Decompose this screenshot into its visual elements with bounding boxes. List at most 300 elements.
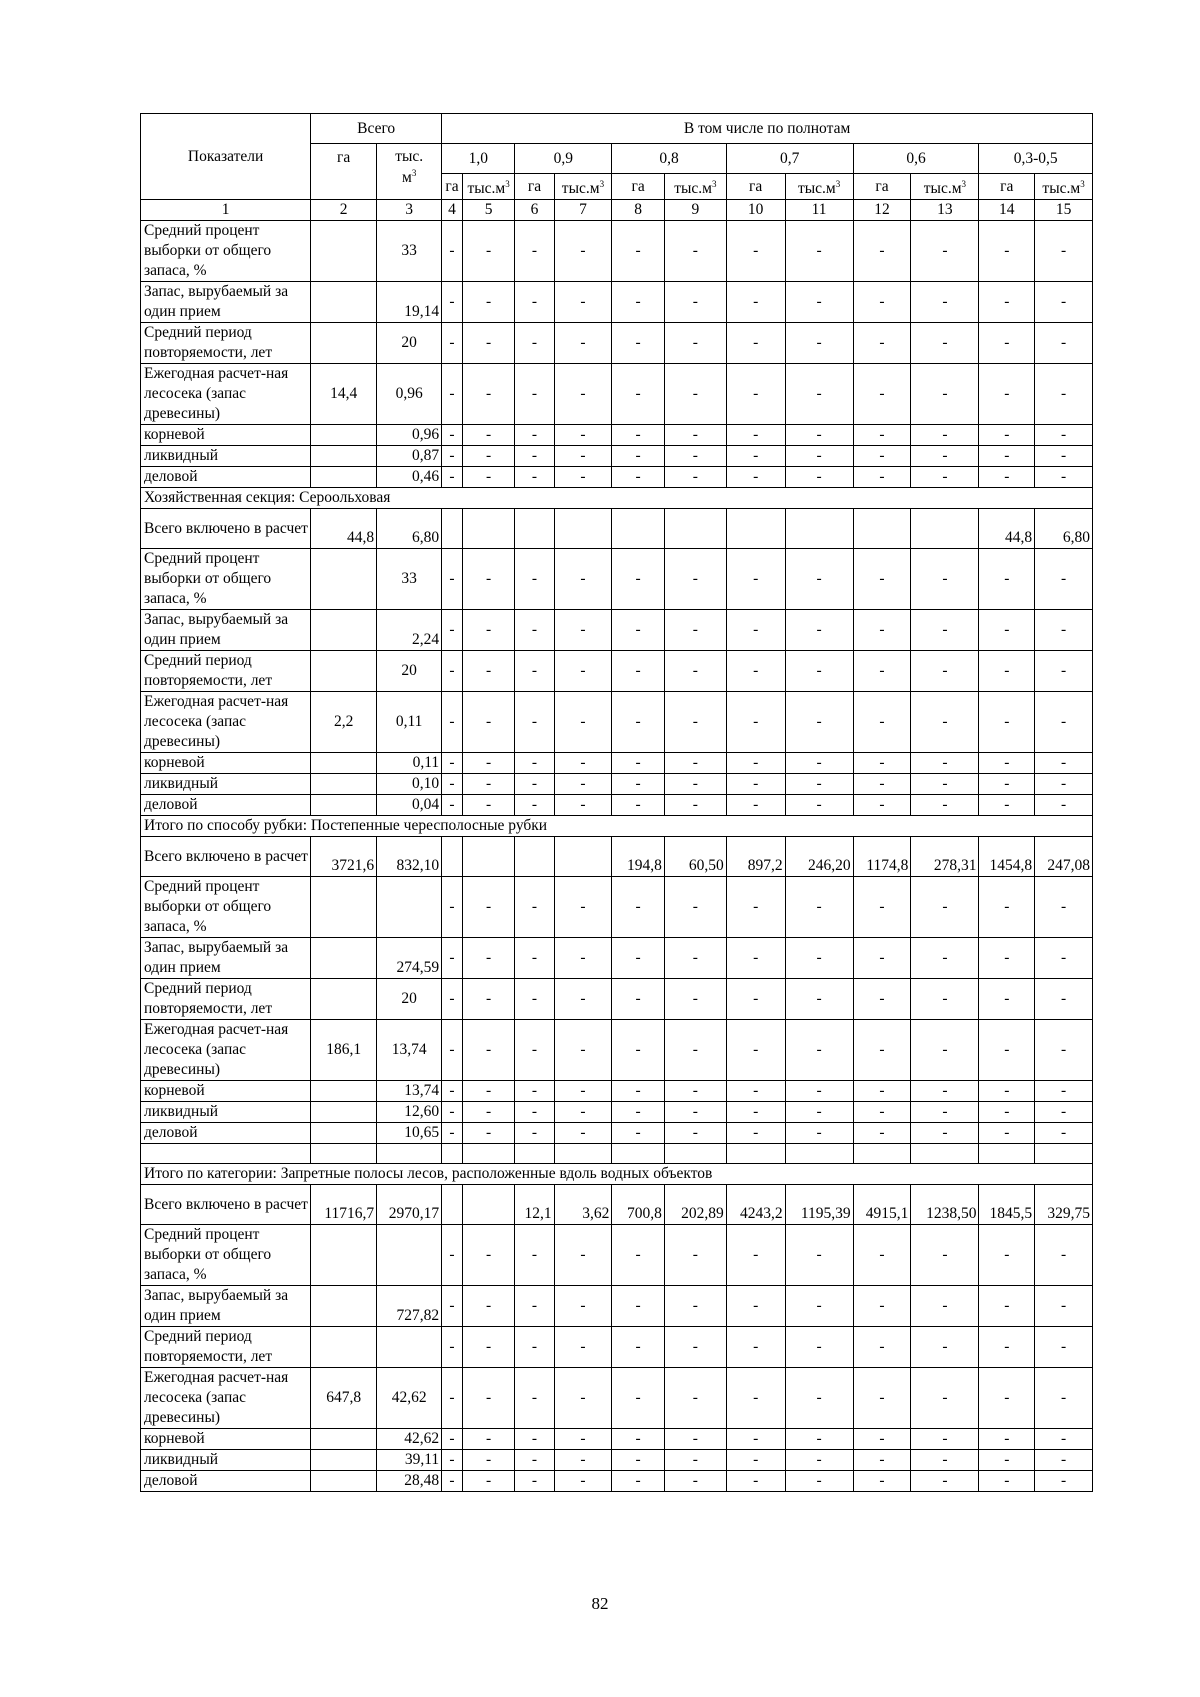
density-ha-cell: - <box>726 1225 785 1286</box>
density-ha-cell: - <box>853 425 911 446</box>
density-volume-cell: - <box>911 1368 979 1429</box>
density-volume-cell: - <box>554 753 612 774</box>
density-ha-cell: - <box>853 1450 911 1471</box>
total-ha-cell <box>311 1327 377 1368</box>
density-volume-cell: - <box>785 938 853 979</box>
empty-cell <box>911 1144 979 1164</box>
section-row <box>141 1164 1093 1185</box>
table-row <box>141 467 1093 488</box>
density-ha-cell: - <box>726 795 785 816</box>
density-ha-cell: - <box>726 774 785 795</box>
table-row <box>141 1020 1093 1081</box>
total-header: Всего <box>311 114 442 144</box>
total-ha-cell <box>311 651 377 692</box>
density-volume-cell: - <box>554 282 612 323</box>
density-ha-cell: - <box>726 282 785 323</box>
density-volume-cell: - <box>1035 446 1093 467</box>
density-volume-cell <box>664 509 726 549</box>
density-ha-cell: - <box>612 774 665 795</box>
indicator-label: ликвидный <box>141 446 311 467</box>
density-ha-cell: - <box>853 753 911 774</box>
density-volume-cell: 246,20 <box>785 837 853 877</box>
density-volume-cell: - <box>554 651 612 692</box>
column-number: 14 <box>979 200 1035 221</box>
total-volume-cell: 12,60 <box>377 1102 442 1123</box>
total-volume-cell: 42,62 <box>377 1429 442 1450</box>
density-ha-cell <box>442 837 463 877</box>
density-ha-cell: - <box>726 1020 785 1081</box>
unit-volume-header: $тыс.м^3$ <box>785 174 853 200</box>
density-volume-cell: - <box>785 446 853 467</box>
density-volume-cell: - <box>911 1286 979 1327</box>
density-ha-cell: - <box>979 1020 1035 1081</box>
indicator-label: ликвидный <box>141 774 311 795</box>
density-volume-cell: - <box>911 795 979 816</box>
density-ha-cell: - <box>726 446 785 467</box>
table-row <box>141 795 1093 816</box>
table-row <box>141 282 1093 323</box>
density-volume-cell: - <box>911 692 979 753</box>
density-ha-cell: - <box>612 467 665 488</box>
density-volume-cell: - <box>664 1081 726 1102</box>
density-volume-cell: - <box>785 1081 853 1102</box>
column-number: 7 <box>554 200 612 221</box>
total-ha-cell: 11716,7 <box>311 1185 377 1225</box>
density-ha-cell: - <box>853 1102 911 1123</box>
density-ha-cell: - <box>515 774 554 795</box>
density-volume-cell: - <box>911 1123 979 1144</box>
density-ha-cell: - <box>726 938 785 979</box>
density-ha-cell: - <box>726 1123 785 1144</box>
density-volume-cell: - <box>785 1450 853 1471</box>
total-ha-cell <box>311 467 377 488</box>
column-number: 11 <box>785 200 853 221</box>
density-ha-cell: - <box>442 1429 463 1450</box>
table-row <box>141 651 1093 692</box>
total-volume-cell: 832,10 <box>377 837 442 877</box>
density-ha-cell: - <box>979 1081 1035 1102</box>
table-row <box>141 774 1093 795</box>
density-ha-cell: - <box>726 323 785 364</box>
density-ha-cell: - <box>515 1368 554 1429</box>
density-ha-cell: - <box>612 938 665 979</box>
density-ha-cell: - <box>515 753 554 774</box>
density-volume-cell: - <box>911 753 979 774</box>
density-ha-cell: - <box>442 1450 463 1471</box>
density-volume-cell: 60,50 <box>664 837 726 877</box>
total-volume-cell: 6,80 <box>377 509 442 549</box>
density-volume-cell: - <box>664 692 726 753</box>
density-ha-cell: - <box>726 692 785 753</box>
density-ha-cell: - <box>979 979 1035 1020</box>
table-row <box>141 753 1093 774</box>
density-volume-cell: - <box>1035 1471 1093 1492</box>
empty-cell <box>515 1144 554 1164</box>
density-volume-cell: - <box>911 651 979 692</box>
density-ha-cell: - <box>612 1102 665 1123</box>
column-number: 10 <box>726 200 785 221</box>
density-volume-cell <box>554 509 612 549</box>
total-ha-cell: 44,8 <box>311 509 377 549</box>
density-ha-cell: - <box>442 1471 463 1492</box>
density-ha-cell: - <box>442 221 463 282</box>
density-ha-cell: - <box>853 774 911 795</box>
density-volume-cell: - <box>911 1102 979 1123</box>
column-number: 4 <box>442 200 463 221</box>
density-volume-cell: - <box>664 467 726 488</box>
density-ha-cell: - <box>979 938 1035 979</box>
density-ha-cell: - <box>612 425 665 446</box>
total-volume-cell: 33 <box>377 549 442 610</box>
density-ha-cell: - <box>979 323 1035 364</box>
density-ha-cell: - <box>853 446 911 467</box>
table-row <box>141 425 1093 446</box>
density-ha-cell: - <box>515 979 554 1020</box>
total-ha-cell <box>311 1286 377 1327</box>
density-ha-cell: - <box>612 692 665 753</box>
total-volume-cell: 0,96 <box>377 425 442 446</box>
density-ha-cell: - <box>979 446 1035 467</box>
total-volume-cell: 20 <box>377 651 442 692</box>
density-ha-cell: - <box>979 467 1035 488</box>
density-ha-cell: - <box>515 364 554 425</box>
density-volume-cell: - <box>1035 221 1093 282</box>
total-volume-cell: 19,14 <box>377 282 442 323</box>
total-ha-cell <box>311 979 377 1020</box>
density-volume-cell: 278,31 <box>911 837 979 877</box>
column-number: 3 <box>377 200 442 221</box>
density-volume-cell: - <box>911 1429 979 1450</box>
total-ha-cell <box>311 446 377 467</box>
density-volume-cell: - <box>785 221 853 282</box>
unit-ha-header: га <box>726 174 785 200</box>
unit-ha-header: га <box>853 174 911 200</box>
density-ha-cell: - <box>853 1081 911 1102</box>
density-volume-cell: - <box>664 753 726 774</box>
density-volume-cell: - <box>1035 282 1093 323</box>
density-volume-cell: - <box>554 1471 612 1492</box>
density-ha-cell: - <box>442 1081 463 1102</box>
total-ha-cell <box>311 1225 377 1286</box>
forest-data-table <box>140 113 1093 1492</box>
density-ha-cell: - <box>979 1368 1035 1429</box>
density-volume-cell: - <box>1035 1102 1093 1123</box>
table-row <box>141 323 1093 364</box>
density-volume-cell: - <box>462 610 515 651</box>
empty-cell <box>377 1144 442 1164</box>
density-ha-cell: - <box>979 1123 1035 1144</box>
density-volume-cell: - <box>911 877 979 938</box>
density-volume-cell: - <box>911 1327 979 1368</box>
density-volume-cell: - <box>785 1286 853 1327</box>
density-volume-cell: - <box>785 753 853 774</box>
density-ha-cell: - <box>442 282 463 323</box>
density-volume-cell: 202,89 <box>664 1185 726 1225</box>
density-volume-cell: - <box>1035 938 1093 979</box>
table-row <box>141 1286 1093 1327</box>
density-volume-cell: - <box>664 425 726 446</box>
indicator-label: Средний период повторяемости, лет <box>141 323 311 364</box>
density-ha-cell: - <box>442 1225 463 1286</box>
density-volume-cell: - <box>554 1429 612 1450</box>
density-ha-cell: - <box>853 467 911 488</box>
density-ha-cell: - <box>515 1327 554 1368</box>
density-volume-cell: - <box>664 979 726 1020</box>
density-volume-cell: - <box>462 1429 515 1450</box>
total-volume-cell: 13,74 <box>377 1081 442 1102</box>
density-volume-cell: - <box>462 1471 515 1492</box>
table-row <box>141 364 1093 425</box>
density-volume-cell: - <box>664 1368 726 1429</box>
density-volume-cell: - <box>911 1471 979 1492</box>
density-ha-cell: - <box>979 651 1035 692</box>
density-ha-cell: - <box>515 282 554 323</box>
total-volume-cell: 2,24 <box>377 610 442 651</box>
total-volume-cell <box>377 877 442 938</box>
indicator-label: Средний процент выборки от общего запаса, % <box>141 877 311 938</box>
density-ha-cell: - <box>515 1081 554 1102</box>
density-volume-cell: - <box>785 610 853 651</box>
density-volume-cell: - <box>911 282 979 323</box>
total-ha-cell <box>311 877 377 938</box>
density-ha-cell: - <box>442 795 463 816</box>
column-number: 2 <box>311 200 377 221</box>
total-volume-cell: 10,65 <box>377 1123 442 1144</box>
density-volume-cell: - <box>1035 651 1093 692</box>
density-volume-cell: - <box>1035 364 1093 425</box>
total-volume-cell: 727,82 <box>377 1286 442 1327</box>
density-volume-cell: - <box>785 877 853 938</box>
density-ha-cell: - <box>442 877 463 938</box>
density-volume-cell: - <box>462 1081 515 1102</box>
table-row <box>141 1471 1093 1492</box>
density-volume-cell: - <box>911 425 979 446</box>
total-ha-cell <box>311 1429 377 1450</box>
density-volume-cell: - <box>1035 1450 1093 1471</box>
density-volume-cell: - <box>664 282 726 323</box>
density-volume-cell: - <box>554 774 612 795</box>
density-volume-cell: - <box>911 467 979 488</box>
density-ha-cell: - <box>979 877 1035 938</box>
density-volume-cell: - <box>785 1123 853 1144</box>
density-ha-cell: - <box>612 1471 665 1492</box>
section-row <box>141 488 1093 509</box>
density-volume-cell: 6,80 <box>1035 509 1093 549</box>
section-title: Хозяйственная секция: Сероольховая <box>141 488 1093 509</box>
section-title: Итого по способу рубки: Постепенные чересполосные рубки <box>141 816 1093 837</box>
density-ha-cell: - <box>979 1450 1035 1471</box>
density-volume-cell: - <box>664 364 726 425</box>
column-number: 1 <box>141 200 311 221</box>
density-volume-cell: - <box>554 610 612 651</box>
density-volume-cell: - <box>462 549 515 610</box>
density-volume-cell: - <box>664 221 726 282</box>
density-ha-cell: - <box>515 323 554 364</box>
indicator-label: ликвидный <box>141 1450 311 1471</box>
density-ha-cell: - <box>442 938 463 979</box>
density-volume-cell: - <box>911 979 979 1020</box>
density-ha-cell: - <box>515 938 554 979</box>
density-ha-cell: - <box>442 610 463 651</box>
density-volume-cell: - <box>462 221 515 282</box>
density-volume-cell: - <box>554 549 612 610</box>
total-volume-cell: 0,11 <box>377 753 442 774</box>
density-ha-cell: - <box>726 549 785 610</box>
density-ha-cell: - <box>853 877 911 938</box>
density-header: 0,8 <box>612 144 726 174</box>
density-ha-cell: - <box>612 753 665 774</box>
density-ha-cell: - <box>612 1123 665 1144</box>
density-ha-cell: - <box>979 1471 1035 1492</box>
column-number: 15 <box>1035 200 1093 221</box>
density-ha-cell: - <box>442 774 463 795</box>
table-row <box>141 1429 1093 1450</box>
density-ha-cell: - <box>726 610 785 651</box>
density-ha-cell: - <box>726 425 785 446</box>
density-ha-cell: - <box>515 692 554 753</box>
indicator-label: корневой <box>141 1429 311 1450</box>
total-ha-cell <box>311 425 377 446</box>
density-ha-cell: - <box>442 1020 463 1081</box>
density-ha-cell: - <box>726 1286 785 1327</box>
density-ha-cell: - <box>442 979 463 1020</box>
density-volume-cell: - <box>1035 1020 1093 1081</box>
density-ha-cell: - <box>515 877 554 938</box>
density-volume-cell: - <box>785 1368 853 1429</box>
unit-volume-header: $тыс.м^3$ <box>554 174 612 200</box>
density-ha-cell: - <box>515 425 554 446</box>
density-volume-cell: - <box>664 549 726 610</box>
density-volume-cell: - <box>785 1020 853 1081</box>
indicator-label: корневой <box>141 1081 311 1102</box>
density-volume-cell: - <box>462 1225 515 1286</box>
density-volume-cell: - <box>911 938 979 979</box>
density-ha-cell: - <box>442 753 463 774</box>
indicator-label: Всего включено в расчет <box>141 509 311 549</box>
density-ha-cell: - <box>979 610 1035 651</box>
density-ha-cell: - <box>612 1081 665 1102</box>
empty-cell <box>979 1144 1035 1164</box>
density-volume-cell: - <box>911 364 979 425</box>
indicator-label: Ежегодная расчет-ная лесосека (запас древесины) <box>141 364 311 425</box>
density-volume-cell: - <box>462 877 515 938</box>
density-volume-cell: - <box>664 1327 726 1368</box>
density-volume-cell: - <box>462 1286 515 1327</box>
density-volume-cell: - <box>462 323 515 364</box>
density-ha-cell: - <box>612 549 665 610</box>
density-ha-cell: - <box>853 1286 911 1327</box>
density-volume-cell: - <box>911 323 979 364</box>
indicator-label: деловой <box>141 795 311 816</box>
total-volume-cell: 42,62 <box>377 1368 442 1429</box>
density-volume-cell <box>462 509 515 549</box>
density-ha-cell: - <box>853 1225 911 1286</box>
density-volume-cell: - <box>462 467 515 488</box>
density-volume-cell: - <box>785 282 853 323</box>
density-ha-cell: - <box>515 651 554 692</box>
table-row <box>141 1123 1093 1144</box>
density-volume-cell: - <box>462 1020 515 1081</box>
density-ha-cell: - <box>612 979 665 1020</box>
density-volume-cell: - <box>1035 979 1093 1020</box>
indicator-label: корневой <box>141 425 311 446</box>
density-volume-cell: - <box>1035 774 1093 795</box>
density-ha-cell: - <box>442 1368 463 1429</box>
indicator-label: Средний процент выборки от общего запаса, % <box>141 221 311 282</box>
density-ha-cell: - <box>853 282 911 323</box>
by-density-header: В том числе по полнотам <box>442 114 1093 144</box>
density-volume-cell: - <box>1035 795 1093 816</box>
density-volume-cell: - <box>785 1225 853 1286</box>
density-ha-cell: - <box>612 446 665 467</box>
indicator-label: Всего включено в расчет <box>141 1185 311 1225</box>
density-volume-cell: - <box>785 323 853 364</box>
density-ha-cell: - <box>515 1429 554 1450</box>
density-ha-cell: - <box>442 549 463 610</box>
density-volume-cell: - <box>1035 549 1093 610</box>
total-volume-cell: 0,04 <box>377 795 442 816</box>
density-ha-cell: 44,8 <box>979 509 1035 549</box>
density-volume-cell: - <box>664 1450 726 1471</box>
density-ha-cell: - <box>853 1327 911 1368</box>
total-volume-cell: 2970,17 <box>377 1185 442 1225</box>
density-volume-cell: - <box>554 1102 612 1123</box>
density-volume-cell <box>462 1185 515 1225</box>
density-volume-cell: - <box>785 774 853 795</box>
density-ha-cell: - <box>726 1471 785 1492</box>
density-ha-cell: - <box>612 795 665 816</box>
density-ha-cell: - <box>979 692 1035 753</box>
empty-cell <box>141 1144 311 1164</box>
indicator-label: Средний период повторяемости, лет <box>141 651 311 692</box>
unit-volume-label: тыс.м <box>1042 180 1081 198</box>
density-ha-cell: 194,8 <box>612 837 665 877</box>
total-ha-cell: 3721,6 <box>311 837 377 877</box>
density-ha-cell: - <box>979 753 1035 774</box>
density-ha-cell: - <box>979 1429 1035 1450</box>
density-volume-cell: - <box>1035 877 1093 938</box>
density-volume-cell: - <box>1035 1286 1093 1327</box>
density-volume-cell: - <box>785 1102 853 1123</box>
density-volume-cell: - <box>785 1471 853 1492</box>
table-row <box>141 837 1093 877</box>
density-ha-cell: - <box>612 651 665 692</box>
density-volume-cell <box>554 837 612 877</box>
empty-cell <box>664 1144 726 1164</box>
density-ha-cell: - <box>612 1429 665 1450</box>
density-volume-cell: - <box>785 651 853 692</box>
unit-volume-label: тыс.м <box>674 180 712 198</box>
table-body <box>141 221 1093 1492</box>
density-ha-cell: - <box>612 610 665 651</box>
density-ha-cell: - <box>612 282 665 323</box>
density-volume-cell: - <box>462 1327 515 1368</box>
density-volume-cell: - <box>911 446 979 467</box>
section-title: Итого по категории: Запретные полосы лесов, расположенные вдоль водных объектов <box>141 1164 1093 1185</box>
total-volume-cell <box>377 1225 442 1286</box>
density-ha-cell: - <box>612 221 665 282</box>
unit-volume-header: $тыс.м^3$ <box>1035 174 1093 200</box>
density-volume-cell: - <box>664 938 726 979</box>
empty-cell <box>612 1144 665 1164</box>
density-volume-cell: - <box>1035 1429 1093 1450</box>
table-row <box>141 509 1093 549</box>
density-ha-cell <box>612 509 665 549</box>
column-number: 12 <box>853 200 911 221</box>
table-row <box>141 979 1093 1020</box>
density-ha-cell: - <box>726 1429 785 1450</box>
density-volume-cell <box>462 837 515 877</box>
